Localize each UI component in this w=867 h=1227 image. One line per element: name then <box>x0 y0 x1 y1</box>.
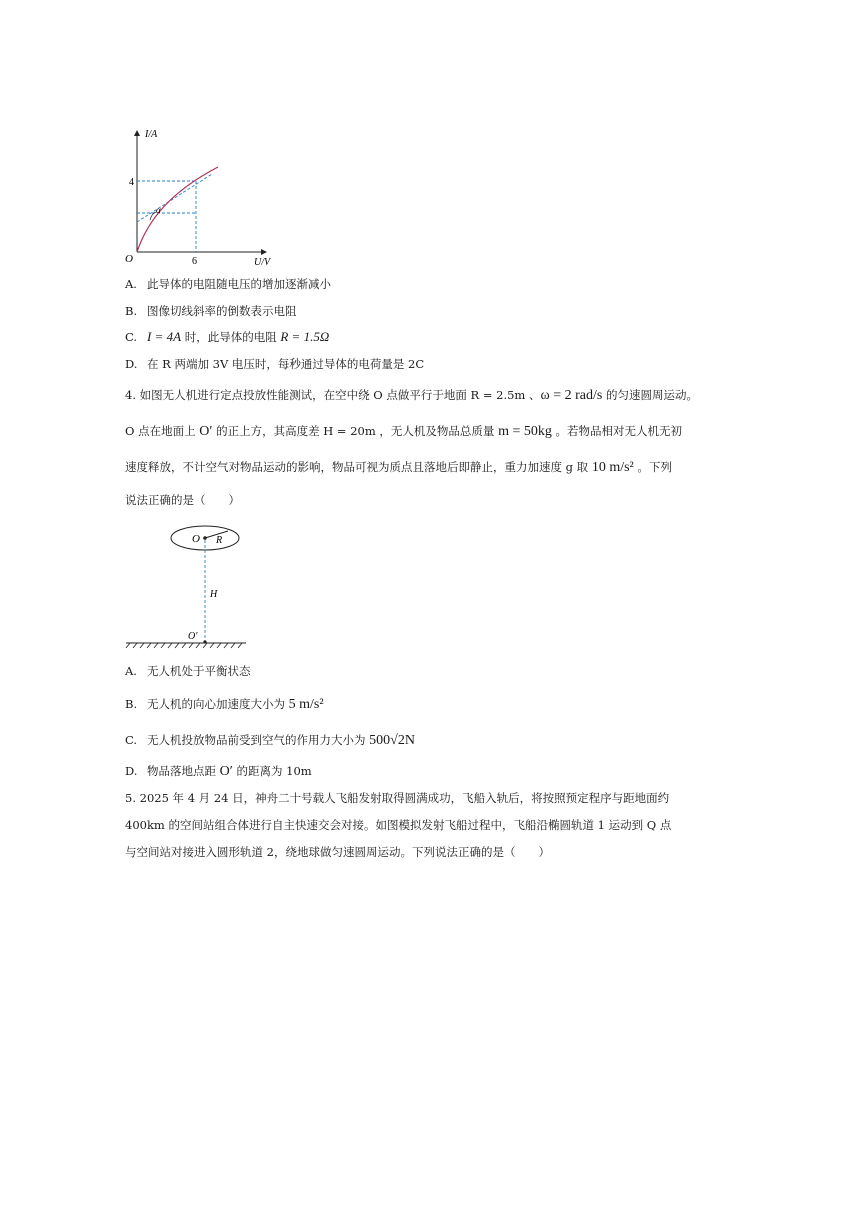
ground-hatch <box>126 643 242 648</box>
q4-option-b[interactable]: B. 无人机的向心加速度大小为 5 m/s² <box>125 697 324 712</box>
q3-option-d[interactable]: D. 在 R 两端加 3V 电压时，每秒通过导体的电荷量是 2C <box>125 357 425 371</box>
x-tick-label: 6 <box>192 256 197 267</box>
q4-option-a[interactable]: A. 无人机处于平衡状态 <box>125 664 251 678</box>
drone-diagram <box>122 520 252 650</box>
q4-stem-line-1: 4. 如图无人机进行定点投放性能测试，在空中绕 O 点做平行于地面 R = 2.5m 、ω = 2 rad/s 的匀速圆周运动。 <box>125 388 698 403</box>
r-label: R <box>216 535 223 546</box>
origin-label: O <box>125 253 133 265</box>
q4-option-c[interactable]: C. 无人机投放物品前受到空气的作用力大小为 500√2N <box>125 733 415 748</box>
iu-curve <box>137 167 218 252</box>
q4-stem-line-2: O 点在地面上 O′ 的正上方，其高度差 H = 20m ，无人机及物品总质量 m = 50kg 。若物品相对无人机无初 <box>125 424 683 439</box>
oprime-label: O′ <box>188 631 198 642</box>
y-tick-label: 4 <box>129 177 134 188</box>
q3-option-a[interactable]: A. 此导体的电阻随电压的增加逐渐减小 <box>125 277 331 291</box>
q3-option-c[interactable]: C. I = 4A 时，此导体的电阻 R = 1.5Ω <box>125 329 330 344</box>
q3-option-b[interactable]: B. 图像切线斜率的倒数表示电阻 <box>125 304 297 318</box>
y-axis-label: I/A <box>145 129 158 140</box>
q5-stem-line-3: 与空间站对接进入圆形轨道 2，绕地球做匀速圆周运动。下列说法正确的是（ ） <box>125 845 550 859</box>
x-axis-label: U/V <box>254 257 271 268</box>
q4-stem-line-4: 说法正确的是（ ） <box>125 493 240 507</box>
iu-graph <box>120 125 280 270</box>
q4-stem-line-3: 速度释放，不计空气对物品运动的影响，物品可视为质点且落地后即静止，重力加速度 g 取 10 m/s² 。下列 <box>125 460 672 475</box>
q5-stem-line-2: 400km 的空间站组合体进行自主快速交会对接。如图模拟发射飞船过程中，飞船沿椭圆轨道 1 运动到 Q 点 <box>125 818 672 832</box>
q4-option-d[interactable]: D. 物品落地点距 O′ 的距离为 10m <box>125 764 312 779</box>
q5-stem-line-1: 5. 2025 年 4 月 24 日，神舟二十号载人飞船发射取得圆满成功，飞船入轨后，将按照预定程序与距地面约 <box>125 791 670 805</box>
h-label: H <box>210 589 218 600</box>
angle-label: α <box>156 205 161 215</box>
o-label: O <box>192 533 200 545</box>
